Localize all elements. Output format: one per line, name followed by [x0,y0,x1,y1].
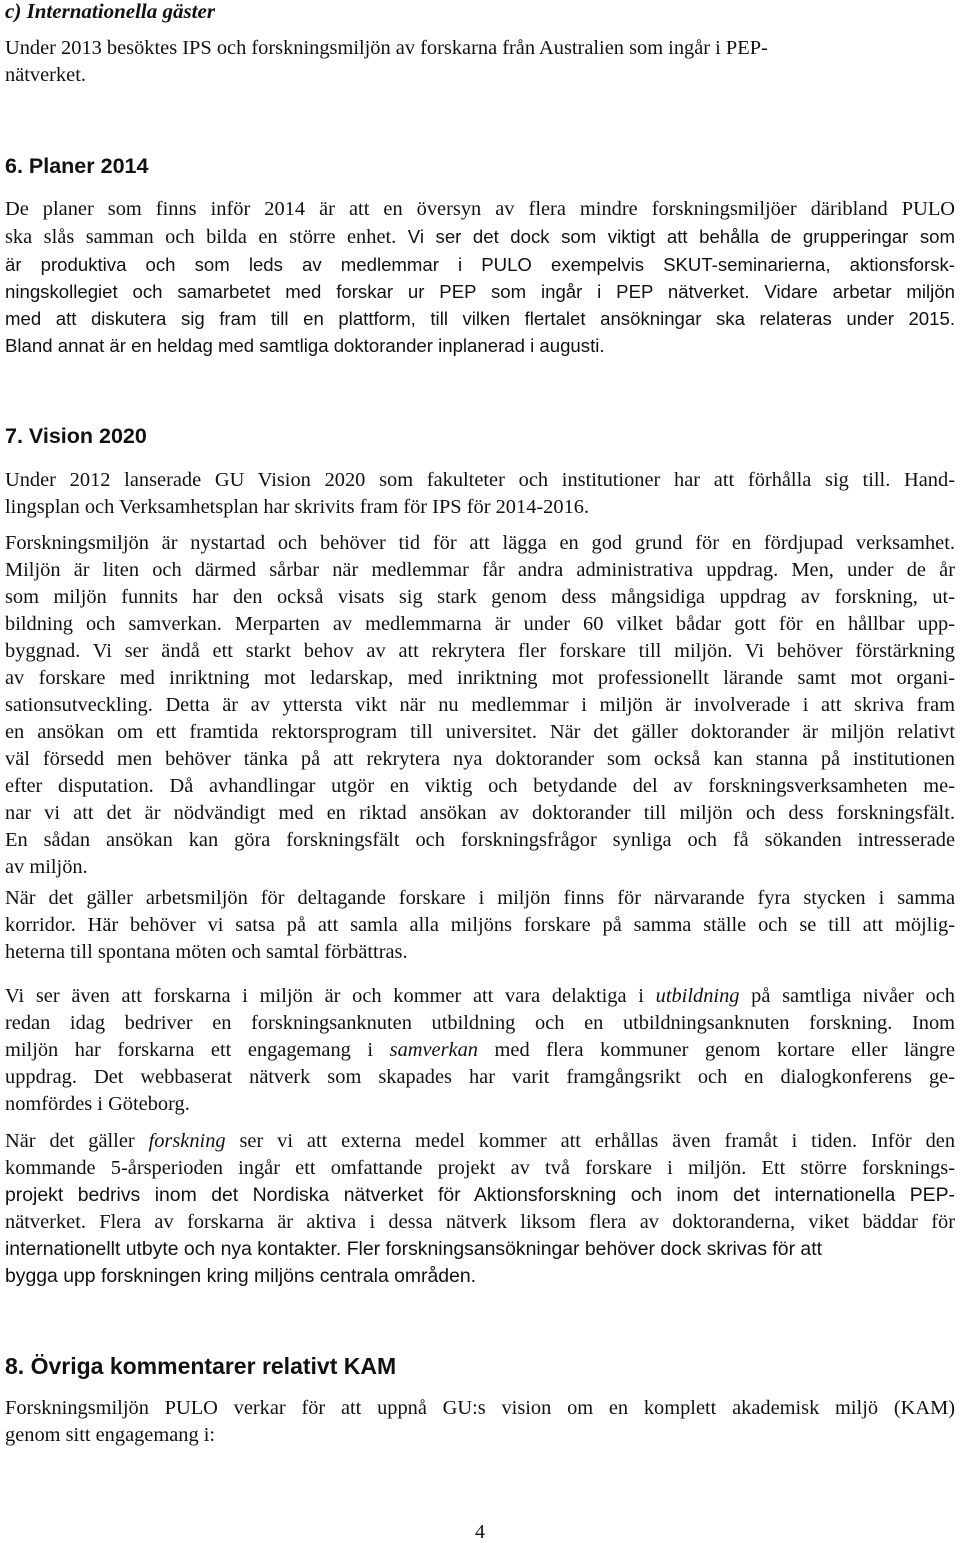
text-line: bildning och samverkan. Merparten av medlemmarna är under 60 vilket bådar gott för en hållbar upp- [5,613,955,635]
text-line: efter disputation. Då avhandlingar utgör en viktig och betydande del av forskningsverksamheten me- [5,775,955,797]
section-7-paragraph-4 [5,983,955,1118]
text-line: De planer som finns inför 2014 är att en översyn av flera mindre forskningsmiljöer däribland PULO [5,198,955,220]
text-line: kommande 5-årsperioden ingår ett omfattande projekt av två forskare i miljön. Ett större forsknings- [5,1157,955,1179]
text-line: heterna till spontana möten och samtal förbättras. [5,941,408,963]
text-segment: miljön har forskarna ett engagemang i [5,1039,390,1061]
text-line: Under 2013 besöktes IPS och forskningsmiljön av forskarna från Australien som ingår i PEP- [5,37,768,59]
text-segment: med flera kommuner genom kortare eller längre [477,1039,955,1061]
text-line: Bland annat är en heldag med samtliga doktorander inplanerad i augusti. [5,335,605,356]
emphasis-forskning: forskning [148,1130,226,1152]
text-line: nomfördes i Göteborg. [5,1093,190,1115]
text-line [5,983,955,1010]
text-line [5,1128,955,1155]
section-c-heading: c) Internationella gäster [5,0,216,23]
section-8-paragraph [5,1395,955,1449]
text-segment: Vi ser även att forskarna i miljön är och kommer att vara delaktiga i [5,985,656,1007]
text-line: internationellt utbyte och nya kontakter. Fler forskningsansökningar behöver dock skrivas för att [5,1238,822,1260]
text-line: lingsplan och Verksamhetsplan har skrivits fram för IPS för 2014-2016. [5,496,590,518]
text-line: nätverket. Flera av forskarna är aktiva i dessa nätverk liksom flera av doktoranderna, viket bäddar för [5,1211,955,1233]
text-line: redan idag bedriver en forskningsanknuten utbildning och en utbildningsanknuten forskning. Inom [5,1012,955,1034]
text-line: En sådan ansökan kan göra forskningsfält och forskningsfrågor synliga och få sökanden intresserade [5,829,955,851]
text-line: väl försedd men behöver tänka på att rekrytera nya doktorander som också kan stanna på institutionen [5,748,955,770]
text-line: är produktiva och som leds av medlemmar i PULO exempelvis SKUT-seminarierna, aktionsforsk- [5,254,955,275]
text-segment: ser vi att externa medel kommer att erhållas även framåt i tiden. Inför den [225,1130,956,1152]
text-line: av forskare med inriktning mot ledarskap, med inriktning mot professionellt lärande samt mot organi- [5,667,955,689]
section-6-paragraph [5,196,955,359]
page-number: 4 [475,1521,485,1543]
text-segment: på samtliga nivåer och [739,985,955,1007]
section-7-paragraph-3 [5,885,955,966]
section-8-heading: 8. Övriga kommentarer relativt KAM [5,1353,397,1379]
text-segment: ningskollegiet och samarbetet med forskar ur PEP som ingår i PEP nätverket. [5,281,750,302]
text-line: genom sitt engagemang i: [5,1424,216,1446]
text-line: När det gäller arbetsmiljön för deltagande forskare i miljön finns för närvarande fyra stycken i samma [5,887,955,909]
section-7-paragraph-5 [5,1128,955,1290]
section-7-heading: 7. Vision 2020 [5,424,147,448]
text-line [5,1037,955,1064]
text-line: bygga upp forskningen kring miljöns centrala områden. [5,1265,477,1287]
text-segment: Vi ser det dock som viktigt att behålla de grupperingar som [407,226,955,247]
text-line: Forskningsmiljön PULO verkar för att uppnå GU:s vision om en komplett akademisk miljö (KAM) [5,1397,955,1419]
text-line: byggnad. Vi ser ändå ett starkt behov av att rekrytera fler forskare till miljön. Vi behöver förstärkning [5,640,955,662]
text-line: korridor. Här behöver vi satsa på att samla alla miljöns forskare på samma ställe och se till att möjlig- [5,914,955,936]
text-line: en ansökan om ett framtida rektorsprogram till universitet. När det gäller doktorander är miljön relativt [5,721,955,743]
text-segment: När det gäller [5,1130,149,1152]
text-line: nar vi att det är nödvändigt med en riktad ansökan av doktorander till miljön och dess forskningsfält. [5,802,955,824]
text-line: Under 2012 lanserade GU Vision 2020 som fakulteter och institutioner har att förhålla sig till. Hand- [5,469,955,491]
text-line: sationsutveckling. Detta är av yttersta vikt när nu medlemmar i miljön är involverade i att skriva fram [5,694,955,716]
emphasis-samverkan: samverkan [389,1039,478,1061]
text-line [5,223,955,251]
text-segment: ska slås samman och bilda en större enhet. [5,226,397,248]
text-line: nätverket. [5,64,86,86]
emphasis-utbildning: utbildning [655,985,740,1007]
section-7-paragraph-2 [5,530,955,881]
text-line: av miljön. [5,856,88,878]
text-line: med att diskutera sig fram till en plattform, till vilken flertalet ansökningar ska relateras under 2015. [5,308,955,329]
section-7-paragraph-1 [5,467,955,521]
text-line: som miljön funnits har den också visats sig stark genom dess mångsidiga uppdrag av forskning, ut- [5,586,955,608]
text-line: projekt bedrivs inom det Nordiska nätverket för Aktionsforskning och inom det internationella PEP- [5,1184,955,1206]
text-line: Miljön är liten och därmed sårbar när medlemmar får andra administrativa uppdrag. Men, under de år [5,559,955,581]
section-c-paragraph [5,35,955,89]
text-line: uppdrag. Det webbaserat nätverk som skapades har varit framgångsrikt och en dialogkonferens ge- [5,1066,955,1088]
text-segment: Vidare arbetar miljön [764,281,955,302]
text-line [5,278,955,305]
text-line: Forskningsmiljön är nystartad och behöver tid för att lägga en god grund för en fördjupad verksamhet. [5,532,955,554]
section-6-heading: 6. Planer 2014 [5,154,149,178]
